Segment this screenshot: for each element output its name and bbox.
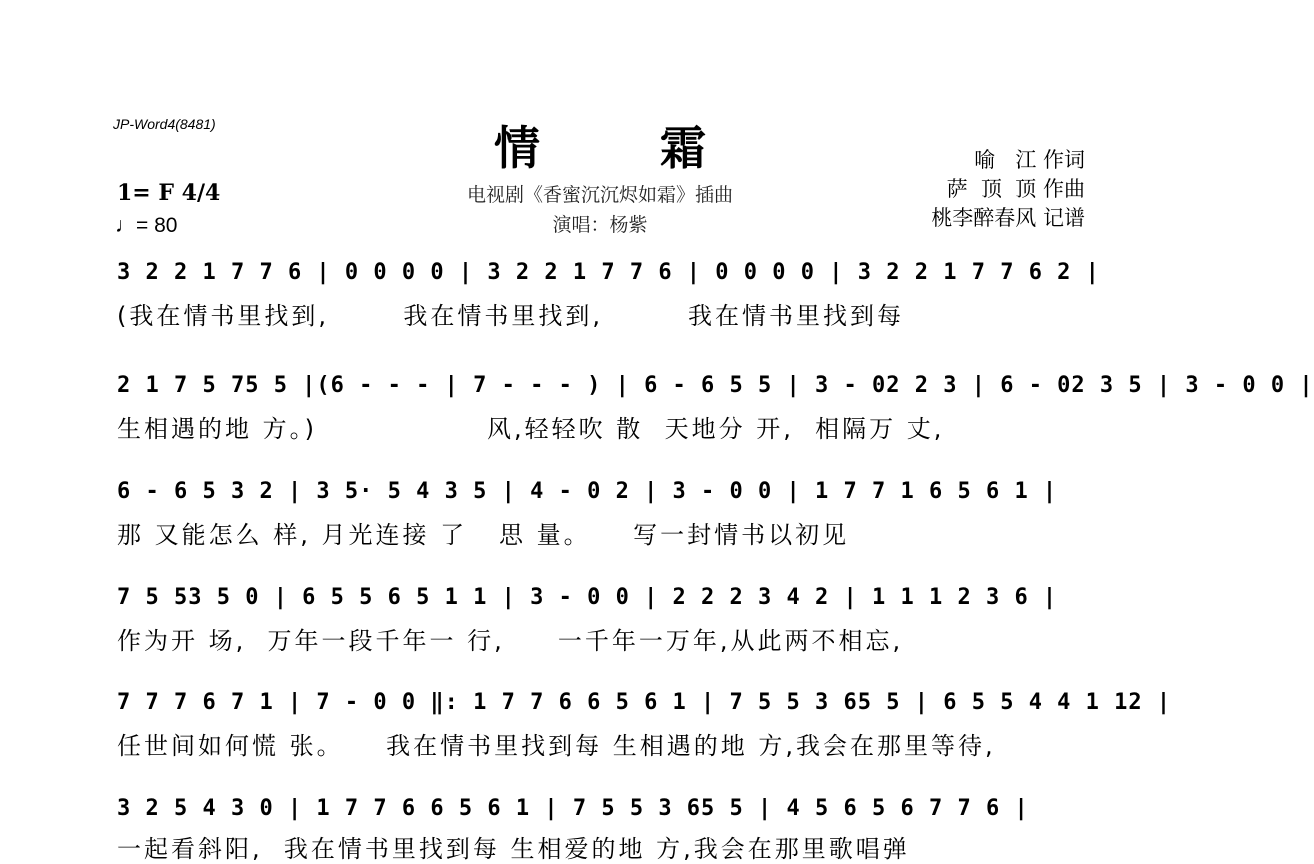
notation-line-5: 7 7 7 6 7 1 | 7 - 0 0 ‖: 1 7 7 6 6 5 6 1 | 7 5 5 3 65 5 | 6 5 5 4 4 1 12 | — [117, 690, 1172, 715]
tempo-marking: ♩= 80 — [115, 214, 178, 237]
notation-line-2: 2 1 7 5 75 5 |(6 - - - | 7 - - - ) | 6 - 6 5 5 | 3 - 02 2 3 | 6 - 02 3 5 | 3 - 0 0 | — [117, 373, 1314, 398]
composer-credit: 萨 顶 顶 作曲 — [946, 177, 1085, 201]
notation-line-3: 6 - 6 5 3 2 | 3 5· 5 4 3 5 | 4 - 0 2 | 3 - 0 0 | 1 7 7 1 6 5 6 1 | — [117, 479, 1058, 504]
song-subtitle: 电视剧《香蜜沉沉烬如霜》插曲 — [466, 184, 733, 206]
credits-block — [931, 146, 1085, 233]
notation-line-1: 3 2 2 1 7 7 6 | 0 0 0 0 | 3 2 2 1 7 7 6 | 0 0 0 0 | 3 2 2 1 7 7 6 2 | — [117, 260, 1100, 285]
song-title: 情 霜 — [493, 121, 758, 175]
notation-line-6: 3 2 5 4 3 0 | 1 7 7 6 6 5 6 1 | 7 5 5 3 65 5 | 4 5 6 5 6 7 7 6 | — [117, 796, 1029, 821]
lyrics-line-4: 作为开 场, 万年一段千年一 行, 一千年一万年,从此两不相忘, — [117, 627, 904, 655]
notation-line-4: 7 5 53 5 0 | 6 5 5 6 5 1 1 | 3 - 0 0 | 2 2 2 3 4 2 | 1 1 1 2 3 6 | — [117, 585, 1058, 610]
singer-credit: 演唱：杨紫 — [552, 214, 648, 236]
lyrics-line-5: 任世间如何慌 张。 我在情书里找到每 生相遇的地 方,我会在那里等待, — [117, 732, 996, 760]
lyrics-line-1: (我在情书里找到, 我在情书里找到, 我在情书里找到每 — [117, 302, 905, 330]
transcriber-credit: 桃李醉春风 记谱 — [931, 206, 1085, 230]
lyrics-line-2: 生相遇的地 方。) 风,轻轻吹 散 天地分 开, 相隔万 丈, — [117, 415, 945, 443]
source-label: JP-Word4(8481) — [113, 116, 216, 132]
lyrics-line-6: 一起看斜阳, 我在情书里找到每 生相爱的地 方,我会在那里歌唱弹 — [117, 835, 910, 863]
key-signature: 1= F 4/4 — [117, 180, 221, 206]
lyrics-line-3: 那 又能怎么 样, 月光连接 了 思 量。 写一封情书以初见 — [117, 521, 850, 549]
lyricist-credit: 喻 江 作词 — [974, 148, 1085, 172]
